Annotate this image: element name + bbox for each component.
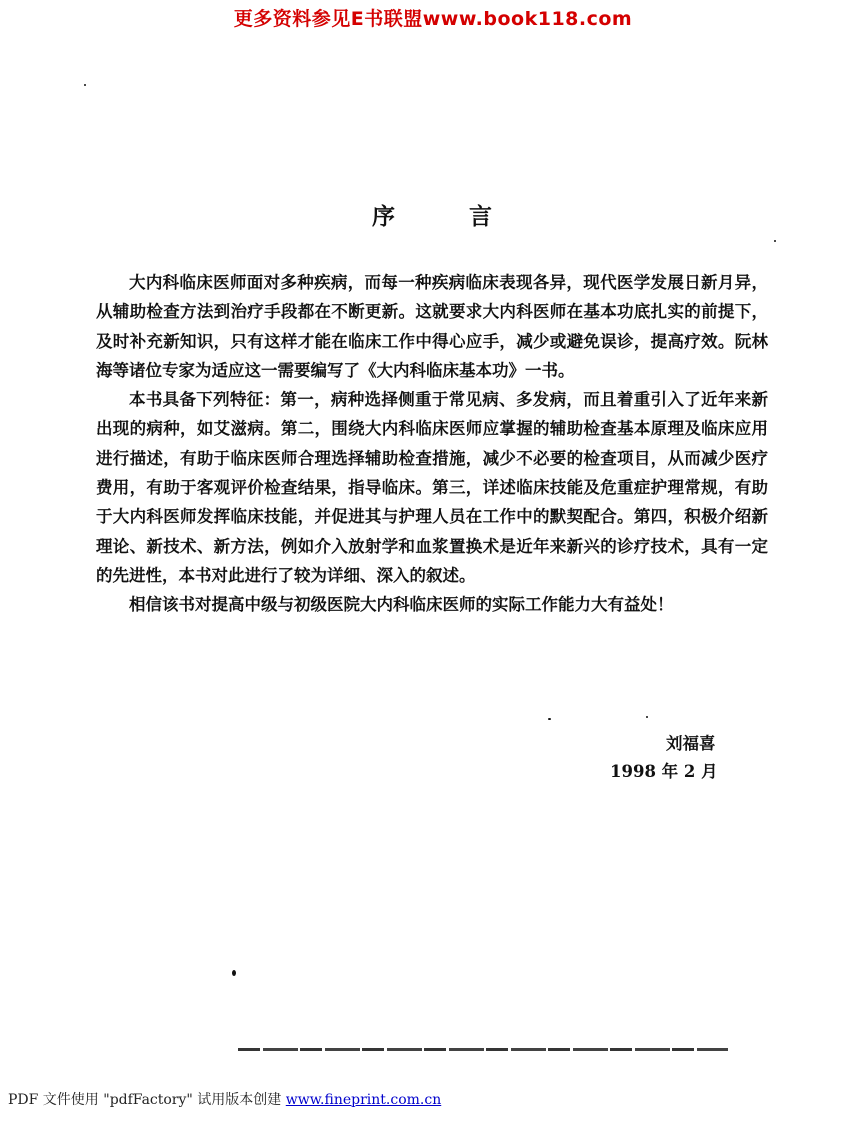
scan-speck xyxy=(84,84,86,86)
scan-speck xyxy=(646,716,648,718)
paragraph-3: 相信该书对提高中级与初级医院大内科临床医师的实际工作能力大有益处！ xyxy=(129,595,674,615)
signature-date: 1998 年 2 月 xyxy=(610,762,718,781)
signature-author: 刘福喜 xyxy=(666,734,716,753)
scan-artifact-line xyxy=(238,1048,728,1051)
header-link[interactable]: 更多资料参见E书联盟www.book118.com xyxy=(233,8,633,30)
preface-body xyxy=(96,268,768,620)
title-char-right: 言 xyxy=(469,203,492,230)
scan-speck xyxy=(774,240,776,242)
scan-speck xyxy=(232,970,236,976)
footer-note xyxy=(8,1089,441,1109)
footer-text: PDF 文件使用 "pdfFactory" 试用版本创建 xyxy=(8,1092,286,1108)
paragraph-1: 大内科临床医师面对多种疾病，而每一种疾病临床表现各异，现代医学发展日新月异，从辅助检查方法到治疗手段都在不断更新。这就要求大内科医师在基本功底扎实的前提下，及时补充新知识，只有这样才能在临床工作中得心应手，减少或避免误诊，提高疗效。阮林海等诸位专家为适应这一需要编写了《大内科临床基本功》一书。 xyxy=(96,273,768,380)
scan-speck xyxy=(548,718,551,720)
title-char-left: 序 xyxy=(372,203,395,230)
page-title xyxy=(372,196,492,232)
footer-link[interactable]: www.fineprint.com.cn xyxy=(285,1092,442,1108)
paragraph-2: 本书具备下列特征：第一，病种选择侧重于常见病、多发病，而且着重引入了近年来新出现的病种，如艾滋病。第二，围绕大内科临床医师应掌握的辅助检查基本原理及临床应用进行描述，有助于临床医师合理选择辅助检查措施，减少不必要的检查项目，从而减少医疗费用，有助于客观评价检查结果，指导临床。第三，详述临床技能及危重症护理常规，有助于大内科医师发挥临床技能，并促进其与护理人员在工作中的默契配合。第四，积极介绍新理论、新技术、新方法，例如介入放射学和血浆置换术是近年来新兴的诊疗技术，具有一定的先进性，本书对此进行了较为详细、深入的叙述。 xyxy=(96,390,768,585)
